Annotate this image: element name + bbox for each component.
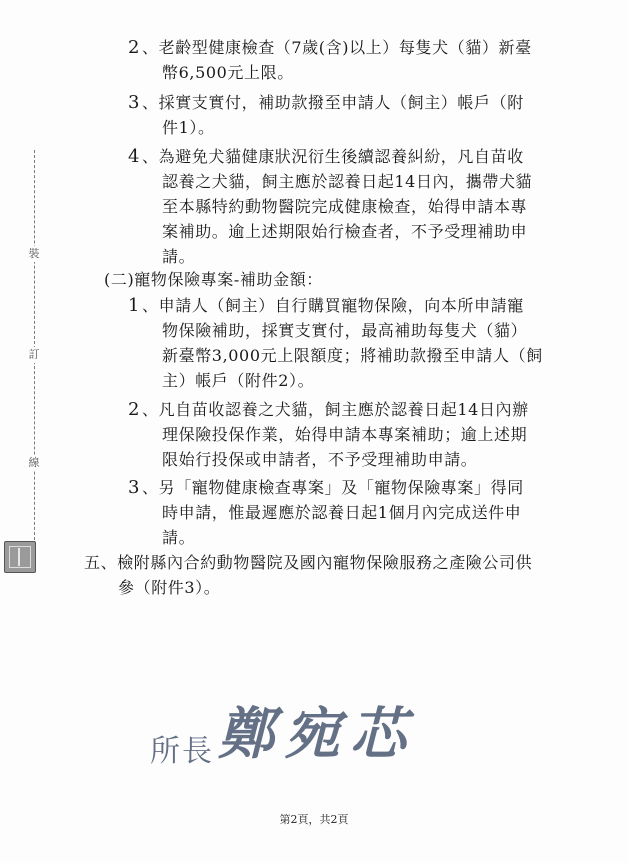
binding-char-1: 裝 [26,246,42,262]
s2-item-1-line-1: 1 、申請人（飼主）自行購買寵物保險，向本所申請寵 [128,295,524,316]
s2-item-3-line-3: 請。 [162,528,196,547]
binding-char-2: 訂 [26,347,42,363]
item-4-line-5: 請。 [162,247,196,266]
item-number: 2 [128,399,141,420]
item-4-line-2: 認養之犬貓，飼主應於認養日起14日內，攜帶犬貓 [162,172,533,191]
s2-item-2-line-1: 2 、凡自苗收認養之犬貓，飼主應於認養日起14日內辦 [128,399,529,420]
s2-item-2-line-2: 理保險投保作業，始得申請本專案補助；逾上述期 [162,425,528,444]
item-number: 4 [128,146,141,167]
s2-item-1-line-2: 物保險補助，採實支實付，最高補助每隻犬（貓） [162,321,528,340]
item-3-line-2: 件1）。 [162,118,215,137]
s2-item-3-line-2: 時申請，惟最遲應於認養日起1個月內完成送件申 [162,503,522,522]
s2-item-2-line-3: 限始行投保或申請者，不予受理補助申請。 [162,450,478,469]
item-number: 1 [128,295,141,316]
s2-item-1-line-3: 新臺幣3,000元上限額度；將補助款撥至申請人（飼 [162,346,543,365]
item-4-line-4: 案補助。逾上述期限始行檢查者，不予受理補助申 [162,222,528,241]
item-2-line-2: 幣6,500元上限。 [162,63,294,82]
binding-char-3: 線 [26,455,42,471]
director-signature-stamp [150,690,416,769]
item-2-line-1: 2 、老齡型健康檢查（7歲(含)以上）每隻犬（貓）新臺 [128,37,532,58]
signature-title: 所長 [150,734,214,769]
page-number-footer: 第2頁，共2頁 [279,813,349,826]
item-3-line-1: 3 、採實支實付，補助款撥至申請人（飼主）帳戶（附 [128,92,524,113]
section-5-line-1: 五、檢附縣內合約動物醫院及國內寵物保險服務之產險公司供 [84,553,533,572]
side-stamp-seal [4,541,36,573]
item-number: 3 [128,92,141,113]
item-4-line-1: 4 、為避免犬貓健康狀況衍生後續認養糾紛，凡自苗收 [128,146,524,167]
s2-item-1-line-4: 主）帳戶（附件2）。 [162,371,315,390]
item-number: 3 [128,477,141,498]
s2-item-3-line-1: 3 、另「寵物健康檢查專案」及「寵物保險專案」得同 [128,477,524,498]
item-number: 2 [128,37,141,58]
signature-name: 鄭宛芯 [218,701,416,767]
section-2-heading: (二)寵物保險專案-補助金額： [104,270,323,289]
section-5-line-2: 參（附件3）。 [118,578,221,597]
item-4-line-3: 至本縣特約動物醫院完成健康檢查，始得申請本專 [162,197,528,216]
